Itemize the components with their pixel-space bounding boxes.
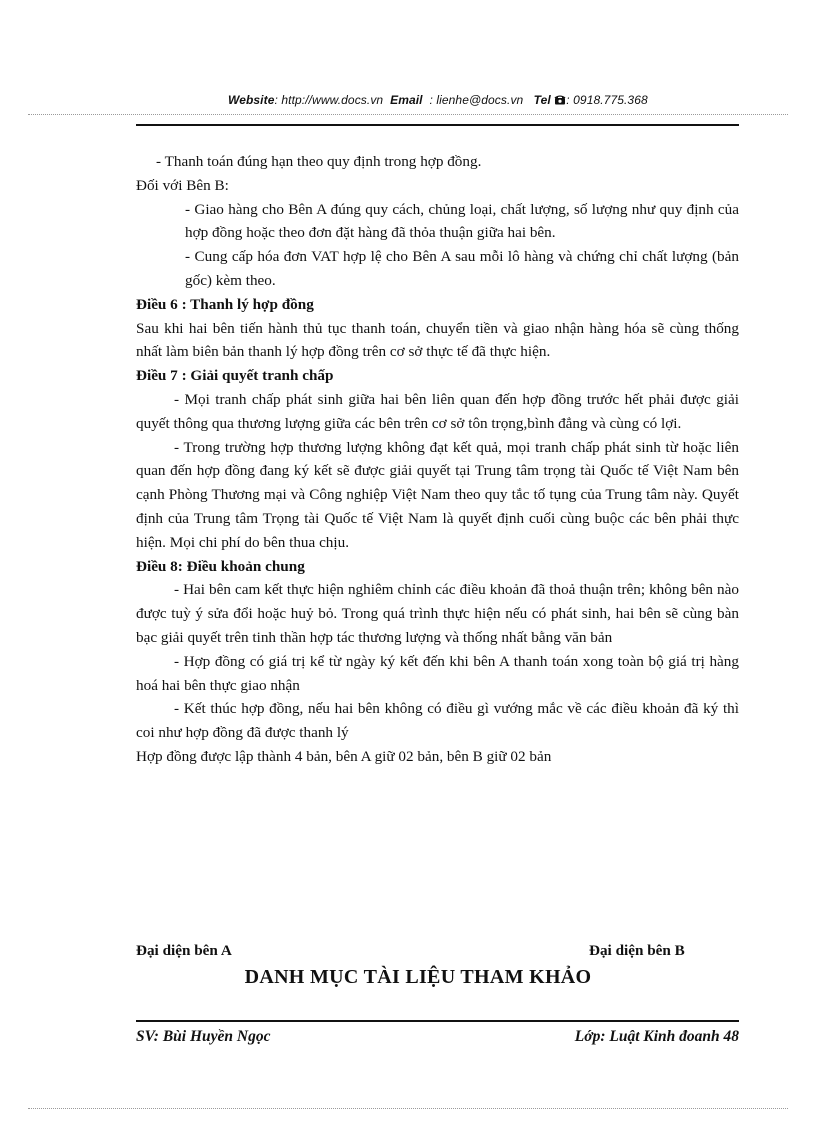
footer-rule bbox=[136, 1020, 739, 1022]
article-heading-6: Điều 6 : Thanh lý hợp đồng bbox=[136, 295, 314, 313]
paragraph: Hợp đồng được lập thành 4 bản, bên A giữ 02 bản, bên B giữ 02 bản bbox=[136, 747, 552, 765]
phone-icon bbox=[554, 94, 566, 105]
header-rule bbox=[136, 124, 739, 126]
page-header bbox=[228, 93, 648, 107]
article-heading-7: Điều 7 : Giải quyết tranh chấp bbox=[136, 367, 334, 385]
website-label: Website bbox=[228, 93, 275, 107]
signature-party-a: Đại diện bên A bbox=[136, 942, 232, 959]
tel-value: : 0918.775.368 bbox=[566, 93, 648, 107]
email-label: Email bbox=[390, 93, 423, 107]
paragraph: - Hợp đồng có giá trị kể từ ngày ký kết đến khi bên A thanh toán xong toàn bộ giá trị hàng hoá hai bên thực giao nhận bbox=[136, 652, 739, 694]
footer-class: Lớp: Luật Kinh đoanh 48 bbox=[574, 1028, 739, 1045]
paragraph: - Thanh toán đúng hạn theo quy định trong hợp đồng. bbox=[156, 153, 482, 170]
paragraph: - Trong trường hợp thương lượng không đạt kết quả, mọi tranh chấp phát sinh từ hoặc liên quan đến hợp đồng đang ký kết sẽ được giải quyết tại Trung tâm trọng tài Quốc tế Việt Nam bên cạnh Phòng Thương mại và Công nghiệp Việt Nam theo quy tắc tố tụng của Trung tâm này. Quyết định của Trung tâm Trọng tài Quốc tế Việt Nam là quyết định cuối cùng buộc các bên phải thực hiện. Mọi chi phí do bên thua chịu. bbox=[136, 438, 739, 551]
paragraph: - Cung cấp hóa đơn VAT hợp lệ cho Bên A sau mỗi lô hàng và chứng chỉ chất lượng (bản gốc) kèm theo. bbox=[185, 248, 739, 289]
paragraph: - Hai bên cam kết thực hiện nghiêm chỉnh các điều khoản đã thoả thuận trên; không bên nào được tuỳ ý sửa đổi hoặc huỷ bỏ. Trong quá trình thực hiện nếu có phát sinh, hai bên sẽ cùng bàn bạc giải quyết trên tinh thần hợp tác thương lượng và thống nhất bằng văn bản bbox=[136, 581, 739, 646]
paragraph: Sau khi hai bên tiến hành thủ tục thanh toán, chuyển tiền và giao nhận hàng hóa sẽ cùng thống nhất làm biên bản thanh lý hợp đồng trên cơ sở thực tế đã thực hiện. bbox=[136, 319, 739, 361]
website-value: : http://www.docs.vn bbox=[274, 93, 384, 107]
references-title: DANH MỤC TÀI LIỆU THAM KHẢO bbox=[244, 966, 592, 988]
paragraph: - Giao hàng cho Bên A đúng quy cách, chủng loại, chất lượng, số lượng như quy định của hợp đồng hoặc theo đơn đặt hàng đã thỏa thuận giữa hai bên. bbox=[185, 200, 739, 242]
paragraph: - Kết thúc hợp đồng, nếu hai bên không có điều gì vướng mắc về các điều khoản đã ký thì coi như hợp đồng đã được thanh lý bbox=[136, 700, 739, 742]
article-heading-8: Điều 8: Điều khoản chung bbox=[136, 557, 305, 575]
signature-party-b: Đại diện bên B bbox=[589, 942, 685, 959]
tel-label: Tel bbox=[533, 93, 551, 107]
email-value: : lienhe@docs.vn bbox=[429, 93, 524, 107]
footer-dotted-line bbox=[28, 1108, 788, 1109]
footer-student: SV: Bùi Huyền Ngọc bbox=[136, 1028, 271, 1045]
header-dotted-line bbox=[28, 114, 788, 115]
document-body bbox=[136, 150, 739, 769]
paragraph: Đối với Bên B: bbox=[136, 176, 229, 194]
paragraph: - Mọi tranh chấp phát sinh giữa hai bên liên quan đến hợp đồng trước hết phải được giải quyết thông qua thương lượng giữa các bên trên cơ sở tôn trọng,bình đẳng và cùng có lợi. bbox=[136, 390, 739, 432]
